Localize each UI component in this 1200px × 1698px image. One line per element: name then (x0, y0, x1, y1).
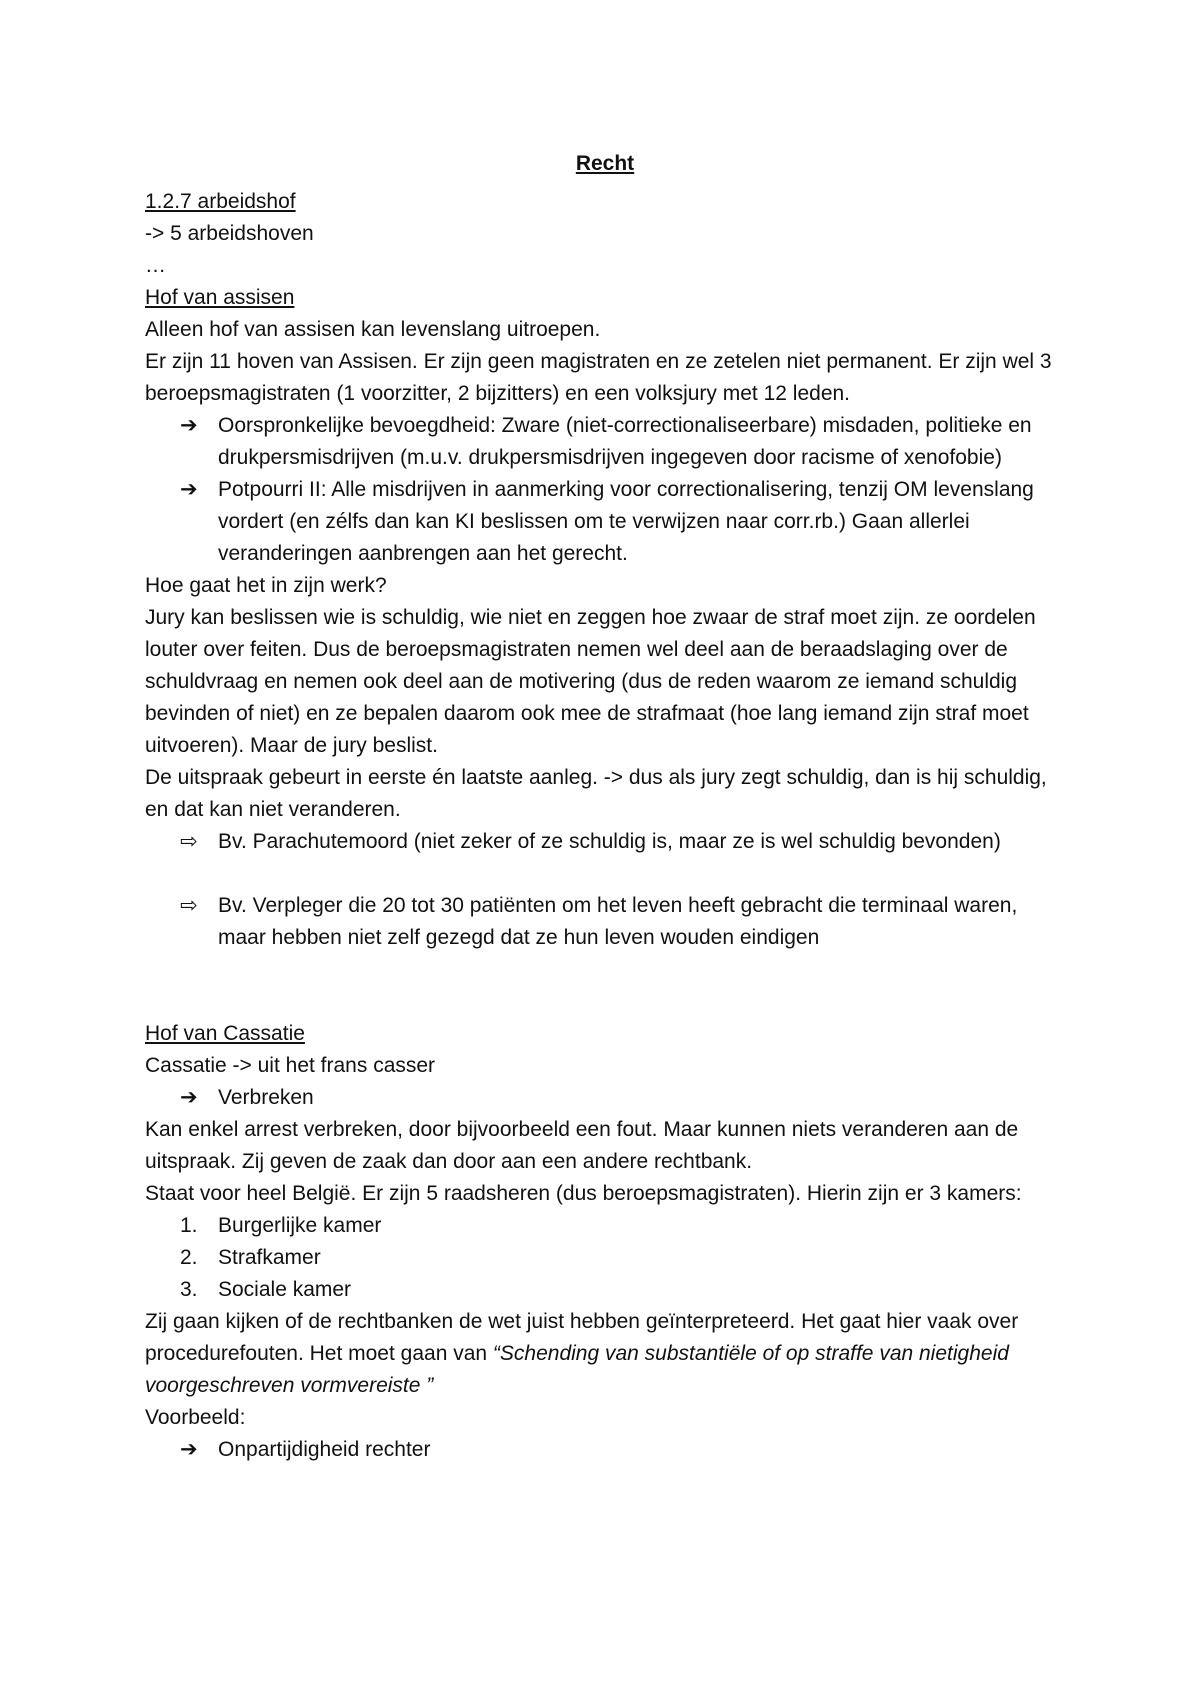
example-text: Bv. Verpleger die 20 tot 30 patiënten om het leven heeft gebracht die terminaal waren, maar hebben niet zelf gezegd dat ze hun leven wouden eindigen (218, 894, 1018, 949)
paragraph-text: Zij gaan kijken of de rechtbanken de wet juist hebben geïnterpreteerd. Het gaat hier vaak over procedurefouten. Het moet gaan van (145, 1310, 1019, 1365)
paragraph: -> 5 arbeidshoven (145, 222, 314, 245)
paragraph (145, 1306, 1065, 1402)
implies-arrow-icon: ⇨ (180, 894, 198, 917)
bullet-text: Potpourri II: Alle misdrijven in aanmerking voor correctionalisering, tenzij OM levenslang vordert (en zélfs dan kan KI beslissen om te verwijzen naar corr.rb.) Gaan allerlei veranderingen aanbrengen aan het gerecht. (218, 478, 1034, 565)
bullet-item (145, 1434, 1065, 1466)
paragraph: Er zijn 11 hoven van Assisen. Er zijn geen magistraten en ze zetelen niet permanent. Er zijn wel 3 beroepsmagistraten (1 voorzitter, 2 bijzitters) en een volksjury met 12 leden. (145, 350, 1052, 405)
paragraph: Voorbeeld: (145, 1406, 246, 1429)
arrow-icon: ➔ (180, 1086, 198, 1109)
implies-arrow-icon: ⇨ (180, 830, 198, 853)
paragraph: Cassatie -> uit het frans casser (145, 1054, 436, 1077)
paragraph: Kan enkel arrest verbreken, door bijvoorbeeld een fout. Maar kunnen niets veranderen aan de uitspraak. Zij geven de zaak dan door aan een andere rechtbank. (145, 1118, 1019, 1173)
list-item (145, 1210, 1065, 1242)
quote-text: “Schending van substantiële of op straffe van nietigheid voorgeschreven vormvereiste ” (145, 1342, 1009, 1397)
section-heading-hof-van-assisen: Hof van assisen (145, 286, 295, 309)
list-item (145, 1274, 1065, 1306)
list-number: 2. (180, 1246, 198, 1269)
paragraph: De uitspraak gebeurt in eerste én laatste aanleg. -> dus als jury zegt schuldig, dan is hij schuldig, en dat kan niet veranderen. (145, 766, 1047, 821)
bullet-text: Oorspronkelijke bevoegdheid: Zware (niet-correctionaliseerbare) misdaden, politieke en drukpersmisdrijven (m.u.v. drukpersmisdrijven ingegeven door racisme of xenofobie) (218, 414, 1032, 469)
paragraph: Jury kan beslissen wie is schuldig, wie niet en zeggen hoe zwaar de straf moet zijn. ze oordelen louter over feiten. Dus de beroepsmagistraten nemen wel deel aan de beraadslaging over de schuldvraag en nemen ook deel aan de motivering (dus de reden waarom ze iemand schuldig bevinden of niet) en ze bepalen daarom ook mee de strafmaat (hoe lang iemand zijn straf moet uitvoeren). Maar de jury beslist. (145, 606, 1036, 757)
bullet-item (145, 1082, 1065, 1114)
example-text: Bv. Parachutemoord (niet zeker of ze schuldig is, maar ze is wel schuldig bevonden) (218, 830, 1001, 853)
bullet-item (145, 410, 1065, 474)
bullet-text: Verbreken (218, 1086, 314, 1109)
example-item (145, 890, 1065, 954)
list-text: Burgerlijke kamer (218, 1214, 382, 1237)
arrow-icon: ➔ (180, 478, 198, 501)
bullet-text: Onpartijdigheid rechter (218, 1438, 431, 1461)
bullet-item (145, 474, 1065, 570)
list-text: Strafkamer (218, 1246, 321, 1269)
arrow-icon: ➔ (180, 1438, 198, 1461)
list-text: Sociale kamer (218, 1278, 352, 1301)
example-item (145, 826, 1065, 858)
paragraph: Hoe gaat het in zijn werk? (145, 574, 387, 597)
paragraph: Alleen hof van assisen kan levenslang uitroepen. (145, 318, 601, 341)
paragraph: … (145, 254, 166, 277)
section-heading-hof-van-cassatie: Hof van Cassatie (145, 1022, 305, 1045)
list-number: 1. (180, 1214, 198, 1237)
arrow-icon: ➔ (180, 414, 198, 437)
page-title: Recht (575, 152, 635, 175)
list-item (145, 1242, 1065, 1274)
document-content (145, 148, 1065, 1466)
section-heading-arbeidshof: 1.2.7 arbeidshof (145, 190, 296, 213)
paragraph: Staat voor heel België. Er zijn 5 raadsheren (dus beroepsmagistraten). Hierin zijn er 3 kamers: (145, 1182, 1022, 1205)
list-number: 3. (180, 1278, 198, 1301)
